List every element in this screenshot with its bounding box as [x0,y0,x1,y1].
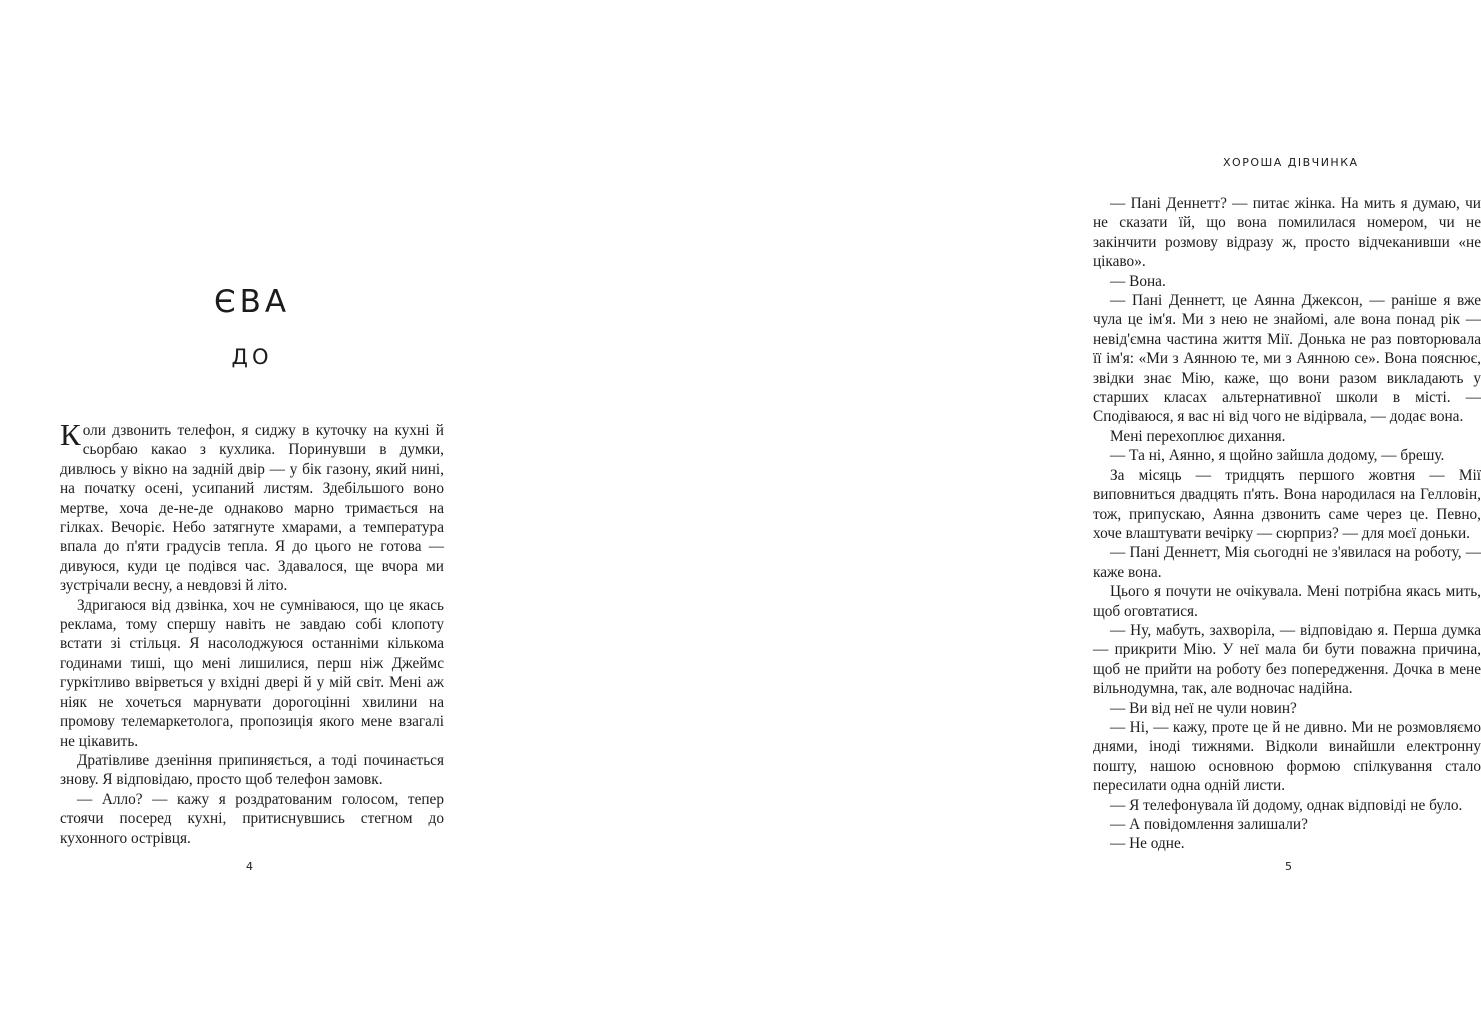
right-page [512,0,1481,1024]
paragraph: — Ні, — кажу, проте це й не дивно. Ми не розмовляємо днями, іноді тижнями. Відколи винайшли електронну пошту, нашою основною формою спілкування стало пересилати одна одній листи. [1093,718,1481,795]
paragraph: — Ну, мабуть, захворіла, — відповідаю я. Перша думка — прикрити Мію. У неї мала би бути поважна причина, щоб не прийти на роботу без попередження. Дочка в мене вільнодумна, так, але водночас надійна. [1093,621,1481,698]
chapter-subtitle: ДО [231,345,273,369]
right-body-text [1093,194,1481,854]
paragraph: — Пані Деннетт, це Аянна Джексон, — раніше я вже чула це ім'я. Ми з нею не знайомі, але вона понад рік — невід'ємна частина життя Мії. Донька не раз повторювала її ім'я: «Ми з Аянною те, ми з Аянною се». Вона пояснює, звідки знає Мію, каже, що вони разом викладають у старших класах альтернативної школи в місті. — Сподіваюся, я вас ні від чого не відірвала, — додає вона. [1093,292,1481,426]
running-head: ХОРОША ДІВЧИНКА [1223,156,1359,169]
paragraph: — А повідомлення залишали? [1110,816,1308,833]
paragraph: — Пані Деннетт? — питає жінка. На мить я думаю, чи не сказати їй, що вона помилилася номером, чи не закінчити розмову відразу ж, просто відчеканивши «не цікаво». [1093,195,1481,271]
drop-cap: К [60,417,81,452]
chapter-title: ЄВА [213,284,291,320]
paragraph: Дратівливе дзеніння припиняється, а тоді починається знову. Я відповідаю, просто щоб телефон замовк. [60,751,444,789]
left-body-text [60,417,444,848]
paragraph: — Пані Деннетт, Мія сьогодні не з'явилася на роботу, — каже вона. [1093,544,1481,581]
paragraph: Мені перехоплює дихання. [1110,427,1286,445]
paragraph: Здригаюся від дзвінка, хоч не сумніваюся, що це якась реклама, тому спершу навіть не завдаю собі клопоту встати зі стільця. Я насолоджуюся останніми кількома годинами тиші, що мені лишилися, перш ніж Джеймс гуркітливо ввірветься у вхідні двері й у мій світ. Мені аж ніяк не хочеться марнувати дорогоцінні хвилини на промову телемаркетолога, пропозиція якого мене взагалі не цікавить. [60,596,444,750]
opening-paragraph-text: оли дзвонить телефон, я сиджу в куточку на кухні й сьорбаю какао з кухлика. Поринувши в думки, дивлюсь у вікно на задній двір — у бік газону, який нині, на початку осені, усипаний листям. Здебільшого воно мертве, хоча де-не-де однаково марно тримається на гілках. Вечоріє. Небо затягнуте хмарами, а температура впала до п'яти градусів тепла. Я до цього не готова — дивуюся, куди це подівся час. Здавалося, ще вчора ми зустрічали весну, а невдовзі й літо. [60,422,444,595]
paragraph: За місяць — тридцять першого жовтня — Мії виповниться двадцять п'ять. Вона народилася на Гелловін, тож, припускаю, Аянна дзвонить саме через це. Певно, хоче влаштувати вечірку — сюрприз? — для моєї доньки. [1093,466,1481,542]
left-page [0,0,512,1024]
paragraph: — Та ні, Аянно, я щойно зайшла додому, — брешу. [1110,447,1445,465]
page-number-right: 5 [1285,860,1292,873]
paragraph: — Алло? — кажу я роздратованим голосом, тепер стоячи посеред кухні, притиснувшись стегном до кухонного острівця. [60,790,444,847]
paragraph: — Я телефонувала їй додому, однак відповіді не було. [1110,796,1463,814]
paragraph: — Ви від неї не чули новин? [1110,699,1297,717]
paragraph: — Не одне. [1110,835,1185,853]
opening-paragraph [60,417,444,596]
paragraph: Цього я почути не очікувала. Мені потрібна якась мить, щоб оговтатися. [1093,583,1481,620]
paragraph: — Вона. [1110,272,1166,290]
page-number-left: 4 [246,860,253,873]
